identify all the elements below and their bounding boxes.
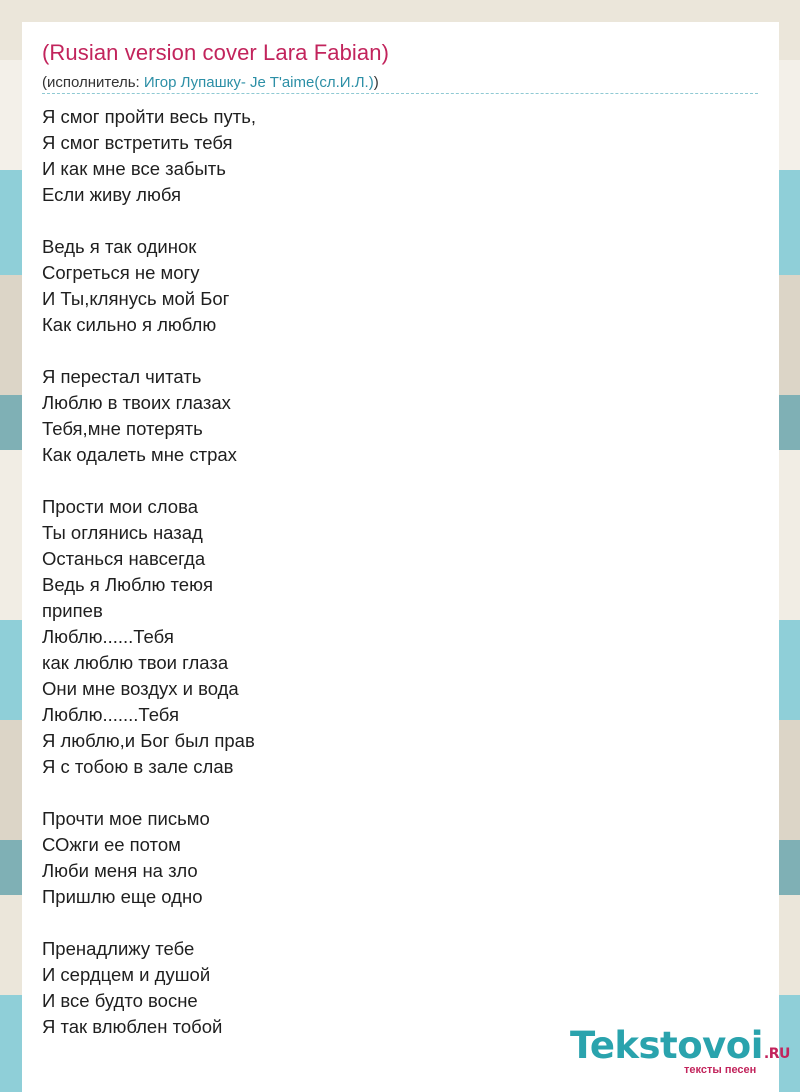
- lyric-line: как люблю твои глаза: [42, 652, 229, 673]
- lyric-line: Люблю в твоих глазах: [42, 392, 231, 413]
- lyric-line: Если живу любя: [42, 184, 182, 205]
- lyric-line: Останься навсегда: [42, 548, 206, 569]
- lyric-line: Прости мои слова: [42, 496, 199, 517]
- lyric-line: И сердцем и душой: [42, 964, 211, 985]
- artist-prefix: (исполнитель:: [42, 74, 144, 91]
- logo-tagline: тексты песен: [684, 1064, 757, 1076]
- lyric-line: Я смог встретить тебя: [42, 132, 233, 153]
- lyric-line: Согреться не могу: [42, 262, 200, 283]
- lyrics-card: [22, 22, 790, 1092]
- lyric-line: Пренадлижу тебе: [42, 938, 195, 959]
- lyric-line: Пришлю еще одно: [42, 886, 203, 907]
- lyric-line: Я так влюблен тобой: [42, 1016, 223, 1037]
- lyric-line: Тебя,мне потерять: [42, 418, 203, 439]
- divider: [42, 93, 758, 94]
- lyric-line: [42, 338, 742, 364]
- lyric-line: припев: [42, 600, 103, 621]
- lyric-line: Я смог пройти весь путь,: [42, 106, 256, 127]
- lyric-line: Я перестал читать: [42, 366, 202, 387]
- lyric-line: И все будто восне: [42, 990, 198, 1011]
- lyric-line: И как мне все забыть: [42, 158, 226, 179]
- lyric-line: Люблю.......Тебя: [42, 704, 179, 725]
- lyric-line: СОжги ее потом: [42, 834, 181, 855]
- logo-name: Tekstovoi: [570, 1024, 763, 1067]
- lyric-line: [42, 910, 742, 936]
- lyric-line: Ты оглянись назад: [42, 522, 203, 543]
- song-title: (Rusian version cover Lara Fabian): [42, 40, 389, 65]
- lyric-line: Они мне воздух и вода: [42, 678, 239, 699]
- lyrics-body: [42, 104, 742, 1040]
- lyric-line: Как сильно я люблю: [42, 314, 217, 335]
- lyric-line: Я с тобою в зале слав: [42, 756, 234, 777]
- artist-line: [42, 74, 379, 91]
- lyric-line: Люби меня на зло: [42, 860, 198, 881]
- lyric-line: Прочти мое письмо: [42, 808, 210, 829]
- artist-suffix: ): [373, 74, 379, 91]
- lyric-line: Ведь я так одинок: [42, 236, 197, 257]
- artist-link[interactable]: Игор Лупашку- Je T'aime(сл.И.Л.): [143, 74, 374, 91]
- lyric-line: [42, 208, 742, 234]
- logo-tld: .RU: [763, 1046, 790, 1062]
- lyric-line: Ведь я Люблю теюя: [42, 574, 213, 595]
- lyric-line: [42, 780, 742, 806]
- lyric-line: Как одалеть мне страх: [42, 444, 237, 465]
- lyric-line: [42, 468, 742, 494]
- lyric-line: Люблю......Тебя: [42, 626, 174, 647]
- site-logo[interactable]: [570, 1024, 790, 1076]
- lyric-line: И Ты,клянусь мой Бог: [42, 288, 230, 309]
- lyric-line: Я люблю,и Бог был прав: [42, 730, 255, 751]
